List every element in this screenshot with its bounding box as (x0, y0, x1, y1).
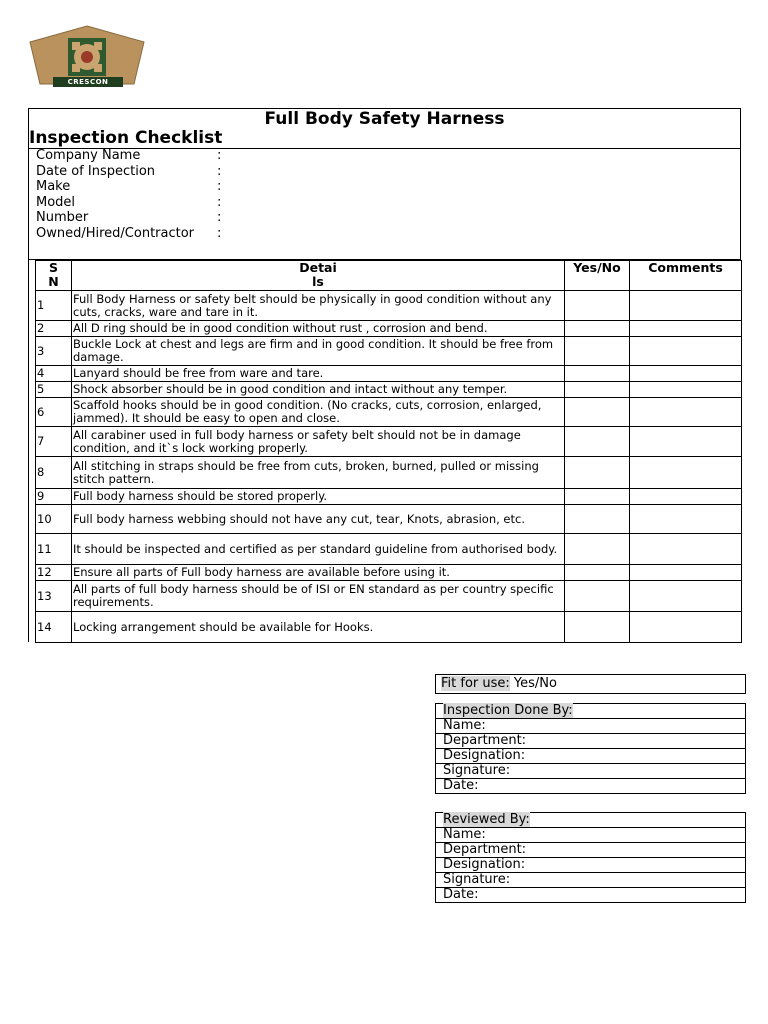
row-comments-cell[interactable] (630, 457, 742, 489)
info-model: Model : (36, 195, 222, 210)
row-comments-cell[interactable] (630, 366, 742, 382)
row-detail: Full body harness webbing should not have any cut, tear, Knots, abrasion, etc. (72, 505, 565, 534)
row-comments-cell[interactable] (630, 565, 742, 581)
reviewed-department-field[interactable]: Department: (436, 843, 746, 858)
table-row (36, 489, 742, 505)
inspection-designation-field[interactable]: Designation: (436, 749, 746, 764)
row-comments-cell[interactable] (630, 534, 742, 565)
row-comments-cell[interactable] (630, 581, 742, 612)
row-sn: 1 (36, 291, 72, 321)
table-row (36, 565, 742, 581)
row-sn: 14 (36, 612, 72, 643)
row-sn: 9 (36, 489, 72, 505)
fit-for-use-value: Yes/No (509, 676, 557, 691)
inspection-signature-field[interactable]: Signature: (436, 764, 746, 779)
left-margin-rule (28, 260, 29, 642)
info-date-of-inspection: Date of Inspection : (36, 164, 222, 179)
row-detail: Ensure all parts of Full body harness are available before using it. (72, 565, 565, 581)
reviewed-by-title: Reviewed By: (436, 813, 746, 828)
row-comments-cell[interactable] (630, 398, 742, 427)
reviewed-designation-field[interactable]: Designation: (436, 858, 746, 873)
table-row (36, 534, 742, 565)
table-row (36, 382, 742, 398)
inspection-name-field[interactable]: Name: (436, 719, 746, 734)
table-row (36, 291, 742, 321)
row-detail: Full Body Harness or safety belt should be physically in good condition without any cuts, cracks, ware and tare in it. (72, 291, 565, 321)
row-yes-no-cell[interactable] (565, 534, 630, 565)
row-comments-cell[interactable] (630, 321, 742, 337)
table-row (36, 321, 742, 337)
table-row (36, 366, 742, 382)
row-yes-no-cell[interactable] (565, 337, 630, 366)
row-detail: All D ring should be in good condition without rust , corrosion and bend. (72, 321, 565, 337)
row-yes-no-cell[interactable] (565, 382, 630, 398)
table-row (36, 581, 742, 612)
row-comments-cell[interactable] (630, 337, 742, 366)
row-yes-no-cell[interactable] (565, 489, 630, 505)
info-owned-hired-contractor: Owned/Hired/Contractor : (36, 226, 222, 241)
row-yes-no-cell[interactable] (565, 427, 630, 457)
row-sn: 3 (36, 337, 72, 366)
row-detail: Scaffold hooks should be in good condition. (No cracks, cuts, corrosion, enlarged, jammed). It should be easy to open and close. (72, 398, 565, 427)
header-section (28, 108, 741, 260)
row-detail: All parts of full body harness should be of ISI or EN standard as per country specific requirements. (72, 581, 565, 612)
checklist-table (35, 260, 742, 643)
row-sn: 4 (36, 366, 72, 382)
reviewed-name-field[interactable]: Name: (436, 828, 746, 843)
row-yes-no-cell[interactable] (565, 366, 630, 382)
reviewed-signature-field[interactable]: Signature: (436, 873, 746, 888)
row-yes-no-cell[interactable] (565, 612, 630, 643)
row-detail: Shock absorber should be in good condition and intact without any temper. (72, 382, 565, 398)
row-yes-no-cell[interactable] (565, 565, 630, 581)
row-comments-cell[interactable] (630, 489, 742, 505)
document-subtitle: Inspection Checklist (29, 128, 223, 148)
row-yes-no-cell[interactable] (565, 398, 630, 427)
fit-for-use-box[interactable] (435, 674, 746, 694)
row-sn: 12 (36, 565, 72, 581)
info-company-name: Company Name : (36, 148, 222, 163)
inspection-department-field[interactable]: Department: (436, 734, 746, 749)
fit-for-use-label: Fit for use: (441, 676, 510, 691)
header-sn: S N (36, 261, 72, 291)
table-row (36, 457, 742, 489)
row-detail: Buckle Lock at chest and legs are firm and in good condition. It should be free from damage. (72, 337, 565, 366)
reviewed-by-table (435, 812, 746, 903)
row-yes-no-cell[interactable] (565, 457, 630, 489)
table-row (36, 337, 742, 366)
row-detail: Lanyard should be free from ware and tare. (72, 366, 565, 382)
row-comments-cell[interactable] (630, 505, 742, 534)
row-sn: 11 (36, 534, 72, 565)
row-detail: All carabiner used in full body harness or safety belt should not be in damage condition, and it`s lock working properly. (72, 427, 565, 457)
row-sn: 7 (36, 427, 72, 457)
row-yes-no-cell[interactable] (565, 505, 630, 534)
row-sn: 13 (36, 581, 72, 612)
row-sn: 8 (36, 457, 72, 489)
row-yes-no-cell[interactable] (565, 291, 630, 321)
row-detail: Locking arrangement should be available for Hooks. (72, 612, 565, 643)
row-yes-no-cell[interactable] (565, 581, 630, 612)
row-sn: 10 (36, 505, 72, 534)
row-detail: All stitching in straps should be free from cuts, broken, burned, pulled or missing stitch pattern. (72, 457, 565, 489)
inspection-done-by-title: Inspection Done By: (436, 704, 746, 719)
table-row (36, 505, 742, 534)
header-details: Detai ls (72, 261, 565, 291)
header-comments: Comments (630, 261, 742, 291)
info-make: Make : (36, 179, 222, 194)
reviewed-date-field[interactable]: Date: (436, 888, 746, 903)
table-row (36, 427, 742, 457)
row-comments-cell[interactable] (630, 612, 742, 643)
row-sn: 5 (36, 382, 72, 398)
table-row (36, 398, 742, 427)
row-sn: 2 (36, 321, 72, 337)
logo-text: CRESCON (53, 77, 123, 87)
row-yes-no-cell[interactable] (565, 321, 630, 337)
inspection-date-field[interactable]: Date: (436, 779, 746, 794)
document-title: Full Body Safety Harness (264, 109, 505, 129)
header-yes-no: Yes/No (565, 261, 630, 291)
row-comments-cell[interactable] (630, 291, 742, 321)
row-comments-cell[interactable] (630, 427, 742, 457)
info-number: Number : (36, 210, 222, 225)
table-row (36, 612, 742, 643)
row-comments-cell[interactable] (630, 382, 742, 398)
row-detail: It should be inspected and certified as per standard guideline from authorised body. (72, 534, 565, 565)
row-sn: 6 (36, 398, 72, 427)
inspection-done-by-table (435, 703, 746, 794)
row-detail: Full body harness should be stored properly. (72, 489, 565, 505)
table-header-row (36, 261, 742, 291)
